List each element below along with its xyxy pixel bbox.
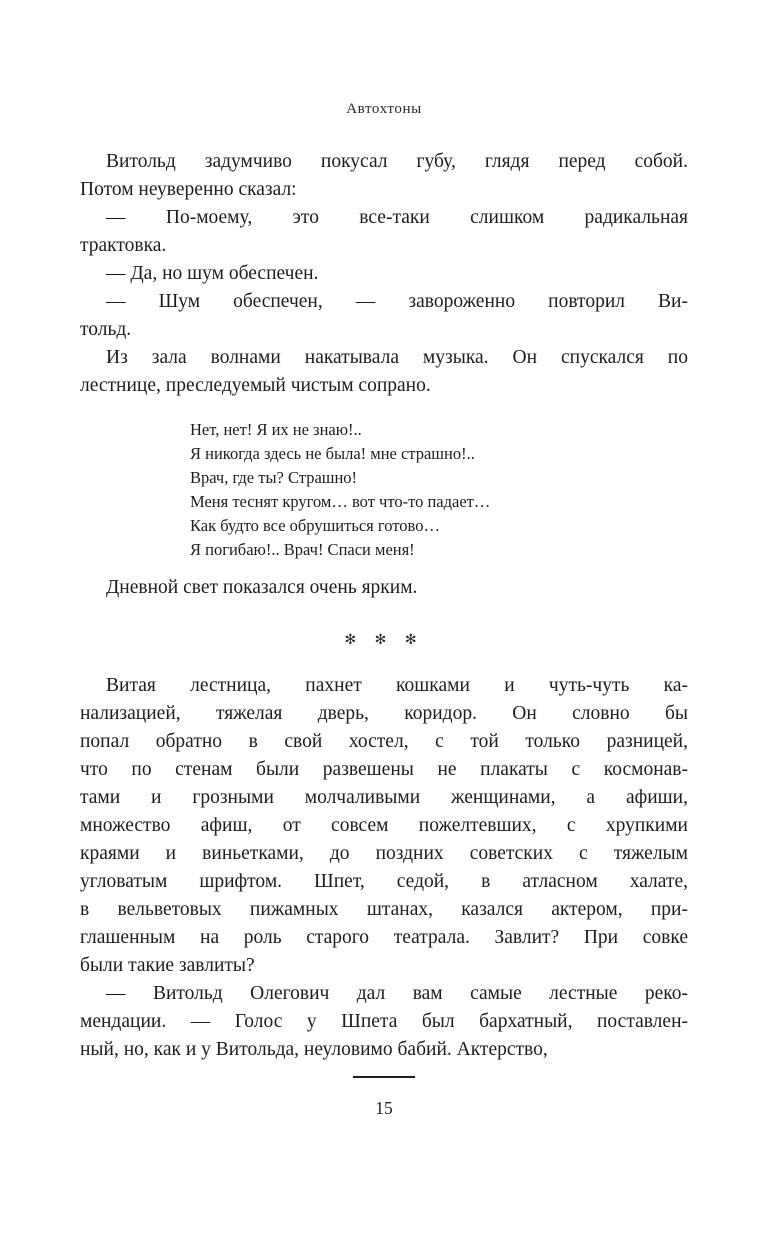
text-line: Дневной свет показался очень ярким. (106, 577, 418, 598)
text-line: — По-моему, это все-таки слишком радикальная (106, 207, 688, 228)
section-break-ornament: ✻ ✻ ✻ (344, 632, 424, 648)
text-line: лестнице, преследуемый чистым сопрано. (80, 375, 431, 396)
paragraph (80, 288, 688, 344)
verse-line: Я погибаю!.. Врач! Спаси меня! (190, 540, 415, 559)
text-line: угловатым шрифтом. Шпет, седой, в атласном халате, (80, 871, 688, 892)
paragraph (80, 672, 688, 980)
text-line: попал обратно в свой хостел, с той только разницей, (80, 731, 688, 752)
paragraph (80, 148, 688, 204)
text-line: ный, но, как и у Витольда, неуловимо бабий. Актерство, (80, 1039, 548, 1060)
text-line: мендации. — Голос у Шпета был бархатный, поставлен- (80, 1011, 688, 1032)
paragraph (80, 204, 688, 260)
text-line: — Витольд Олегович дал вам самые лестные реко- (106, 983, 688, 1004)
text-line: Витольд задумчиво покусал губу, глядя перед собой. (106, 151, 688, 172)
running-header: Автохтоны (346, 101, 422, 117)
text-line: тами и грозными молчаливыми женщинами, а афиши, (80, 787, 688, 808)
text-line: нализацией, тяжелая дверь, коридор. Он словно бы (80, 703, 688, 724)
verse-line: Я никогда здесь не была! мне страшно!.. (190, 444, 475, 463)
verse-line: Как будто все обрушиться готово… (190, 516, 440, 535)
page-content (80, 148, 688, 1064)
paragraph (80, 260, 688, 288)
paragraph (80, 980, 688, 1064)
text-line: — Шум обеспечен, — завороженно повторил Ви- (106, 291, 688, 312)
footer-rule (353, 1076, 415, 1078)
text-line: были такие завлиты? (80, 955, 255, 976)
text-line: глашенным на роль старого театрала. Завлит? При совке (80, 927, 688, 948)
verse-block (190, 418, 688, 562)
text-line: — Да, но шум обеспечен. (106, 263, 319, 284)
text-line: Витая лестница, пахнет кошками и чуть-чуть ка- (106, 675, 688, 696)
text-line: Из зала волнами накатывала музыка. Он спускался по (106, 347, 688, 368)
text-line: трактовка. (80, 235, 167, 256)
text-line: в вельветовых пижамных штанах, казался актером, при- (80, 899, 688, 920)
verse-line: Меня теснят кругом… вот что-то падает… (190, 492, 491, 511)
verse-line: Нет, нет! Я их не знаю!.. (190, 420, 362, 439)
verse-line: Врач, где ты? Страшно! (190, 468, 358, 487)
text-line: краями и виньетками, до поздних советских с тяжелым (80, 843, 688, 864)
paragraph (80, 344, 688, 400)
text-line: что по стенам были развешены не плакаты с космонав- (80, 759, 688, 780)
paragraph (80, 574, 688, 602)
page-number: 15 (375, 1098, 393, 1118)
text-line: тольд. (80, 319, 132, 340)
text-line: множество афиш, от совсем пожелтевших, с хрупкими (80, 815, 688, 836)
text-line: Потом неуверенно сказал: (80, 179, 297, 200)
